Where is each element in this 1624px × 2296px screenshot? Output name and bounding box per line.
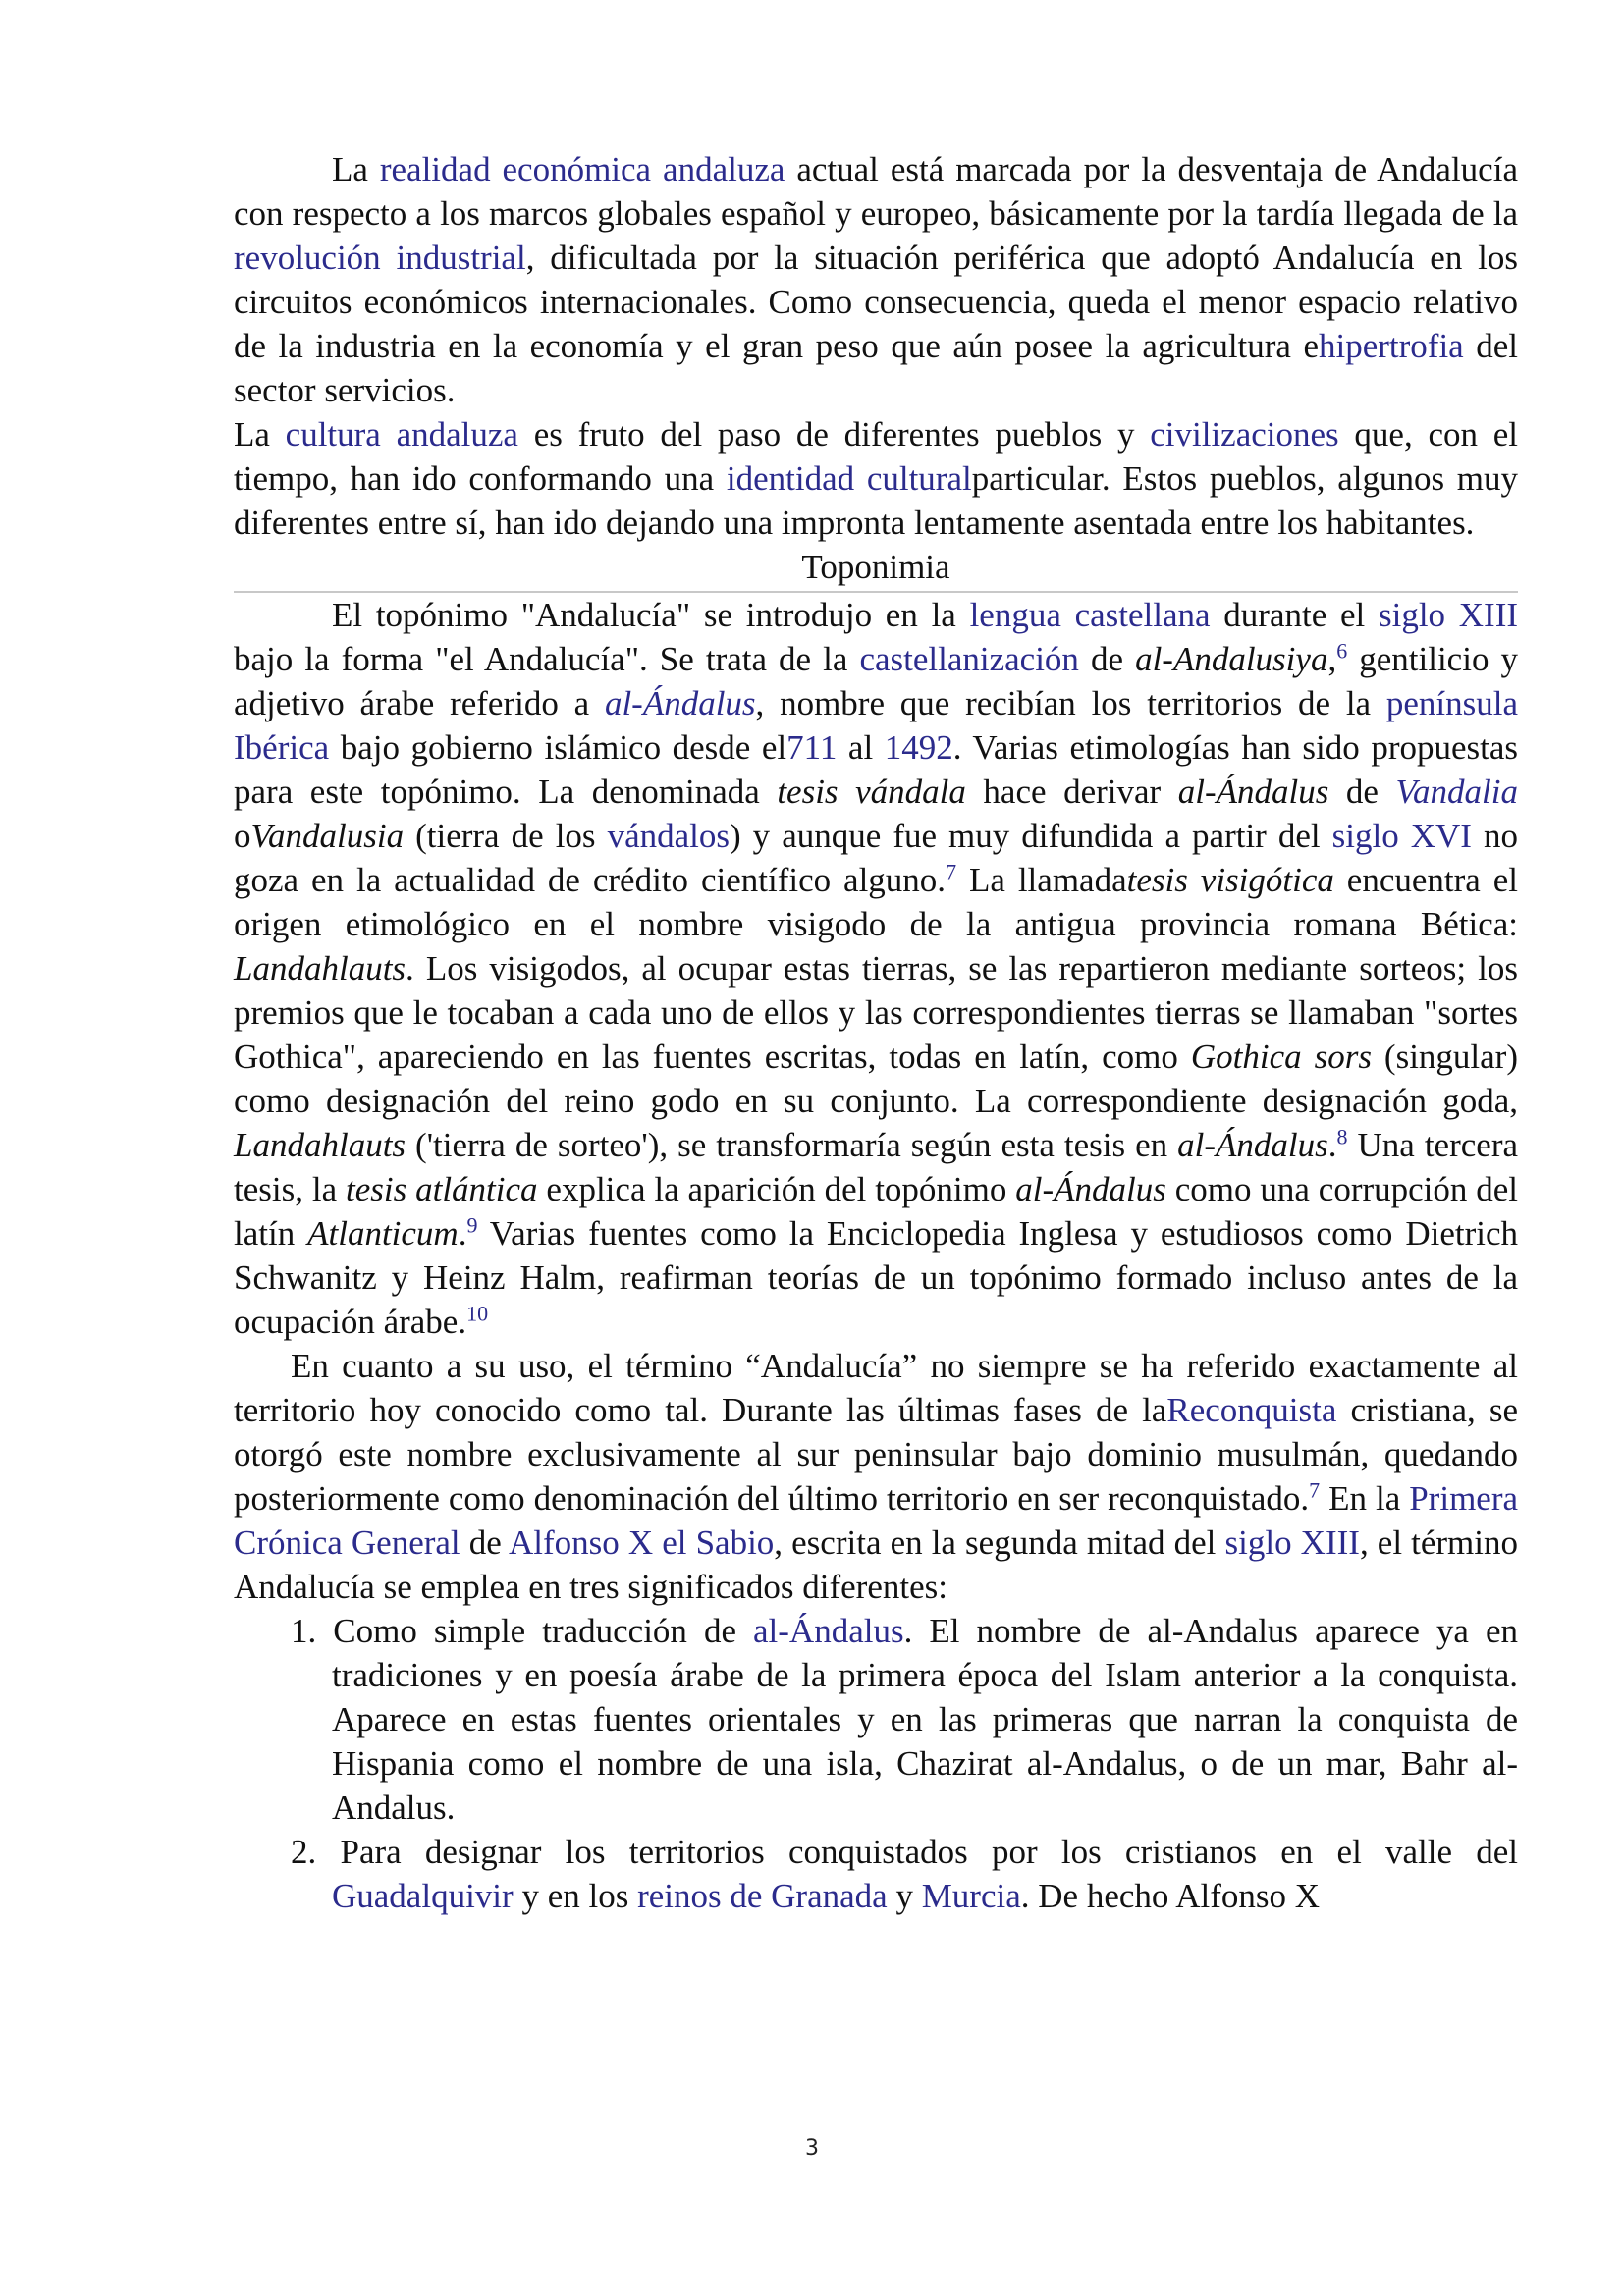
link-vandalia[interactable]: Vandalia bbox=[1395, 773, 1518, 811]
text: . bbox=[458, 1214, 467, 1253]
text: Varias fuentes como la Enciclopedia Inglesa y estudiosos como Dietrich Schwanitz y Heinz Halm, reafirman teorías de un topónimo formado incluso antes de la ocupación árabe. bbox=[234, 1214, 1518, 1341]
text: , dificultada por la situación periférica que adoptó Andalucía en los circuitos económicos internacionales. Como consecuencia, queda el menor espacio relativo de la industria en la economía y el gran peso que aún posee la agricultura e bbox=[234, 239, 1518, 365]
text: no goza en la actualidad de crédito científico alguno. bbox=[234, 817, 1518, 899]
paragraph-culture bbox=[234, 412, 1518, 545]
link-reconquista[interactable]: Reconquista bbox=[1166, 1391, 1337, 1429]
text: (tierra de los bbox=[404, 817, 608, 855]
text: particular. Estos pueblos, algunos muy diferentes entre sí, han ido dejando una impronta lentamente asentada entre los habitantes. bbox=[234, 459, 1519, 542]
text: bajo gobierno islámico desde el bbox=[329, 728, 787, 767]
link-reinos-de-granada[interactable]: reinos de Granada bbox=[637, 1877, 888, 1915]
text: es fruto del paso de diferentes pueblos y bbox=[517, 415, 1151, 454]
text: La llamada bbox=[956, 861, 1127, 899]
list-item bbox=[234, 1830, 1518, 1918]
meanings-list bbox=[234, 1609, 1518, 1918]
link-identidad-cultural[interactable]: identidad cultural bbox=[726, 459, 972, 498]
link-alfonso-x[interactable]: Alfonso X el Sabio bbox=[508, 1523, 775, 1562]
text: o bbox=[234, 817, 251, 855]
text: gentilicio y adjetivo árabe referido a bbox=[234, 640, 1518, 722]
italic-term: tesis vándala bbox=[777, 773, 966, 811]
link-realidad-economica[interactable]: realidad económica andaluza bbox=[379, 150, 785, 188]
list-number: 1. bbox=[291, 1612, 334, 1650]
link-primera-cronica-general[interactable]: Primera Crónica General bbox=[234, 1479, 1519, 1562]
italic-term: al-Ándalus bbox=[1177, 1126, 1328, 1164]
text: . bbox=[1327, 1126, 1337, 1164]
link-civilizaciones[interactable]: civilizaciones bbox=[1150, 415, 1339, 454]
text: bajo la forma "el Andalucía". Se trata de la bbox=[234, 640, 860, 678]
list-item bbox=[234, 1609, 1518, 1830]
link-al-andalus-2[interactable]: al-Ándalus bbox=[753, 1612, 904, 1650]
text: La bbox=[234, 415, 286, 454]
text: de bbox=[1078, 640, 1136, 678]
text: y en los bbox=[513, 1877, 638, 1915]
text: ('tierra de sorteo'), se transformaría según esta tesis en bbox=[406, 1126, 1178, 1164]
text: de bbox=[1328, 773, 1396, 811]
text: En la bbox=[1320, 1479, 1410, 1518]
paragraph-toponimia bbox=[234, 593, 1518, 1344]
link-murcia[interactable]: Murcia bbox=[921, 1877, 1021, 1915]
footnote-ref[interactable]: 8 bbox=[1336, 1124, 1348, 1149]
text: Una tercera tesis, la bbox=[234, 1126, 1519, 1208]
text: del sector servicios. bbox=[234, 327, 1518, 409]
page-number: 3 bbox=[805, 2136, 819, 2161]
footnote-ref[interactable]: 7 bbox=[946, 859, 957, 884]
italic-term: tesis visigótica bbox=[1126, 861, 1334, 899]
section-heading: Toponimia bbox=[801, 548, 950, 586]
link-lengua-castellana[interactable]: lengua castellana bbox=[969, 596, 1211, 634]
text: y bbox=[887, 1877, 922, 1915]
text: cristiana, se otorgó este nombre exclusivamente al sur peninsular bajo dominio musulmán, quedando posteriormente como denominación del último territorio en ser reconquistado. bbox=[234, 1391, 1518, 1518]
link-hipertrofia[interactable]: hipertrofia bbox=[1319, 327, 1464, 365]
text: , el término Andalucía se emplea en tres significados diferentes: bbox=[234, 1523, 1519, 1606]
text: que, con el tiempo, han ido conformando una bbox=[234, 415, 1518, 498]
link-1492[interactable]: 1492 bbox=[884, 728, 953, 767]
link-siglo-xiii-2[interactable]: siglo XIII bbox=[1224, 1523, 1360, 1562]
text: . De hecho Alfonso X bbox=[1020, 1877, 1321, 1915]
link-vandalusia[interactable]: Vandalusia bbox=[250, 817, 405, 855]
text: , nombre que recibían los territorios de la bbox=[755, 684, 1386, 722]
link-siglo-xvi[interactable]: siglo XVI bbox=[1331, 817, 1472, 855]
link-peninsula-iberica[interactable]: península Ibérica bbox=[234, 684, 1519, 767]
link-castellanizacion[interactable]: castellanización bbox=[859, 640, 1079, 678]
italic-term: tesis atlántica bbox=[346, 1170, 538, 1208]
text: , bbox=[1327, 640, 1337, 678]
text: El topónimo "Andalucía" se introdujo en la bbox=[332, 596, 970, 634]
italic-term: Gothica sors bbox=[1190, 1038, 1372, 1076]
text: Como simple traducción de bbox=[333, 1612, 754, 1650]
footnote-ref[interactable]: 9 bbox=[466, 1212, 478, 1238]
text: actual está marcada por la desventaja de Andalucía con respecto a los marcos globales español y europeo, básicamente por la tardía llegada de la bbox=[234, 150, 1518, 233]
footnote-ref[interactable]: 6 bbox=[1336, 638, 1348, 664]
link-cultura-andaluza[interactable]: cultura andaluza bbox=[285, 415, 518, 454]
text: ) y aunque fue muy difundida a partir del bbox=[730, 817, 1332, 855]
paragraph-economy bbox=[234, 147, 1518, 412]
page-body bbox=[234, 147, 1518, 1918]
text: durante el bbox=[1210, 596, 1379, 634]
text: En cuanto a su uso, el término “Andalucía” no siempre se ha referido exactamente al territorio hoy conocido como tal. Durante las últimas fases de la bbox=[234, 1347, 1518, 1429]
italic-term: al-Ándalus bbox=[1177, 773, 1329, 811]
italic-term: Landahlauts bbox=[234, 1126, 406, 1164]
paragraph-uso bbox=[234, 1344, 1518, 1609]
text: al bbox=[837, 728, 885, 767]
link-711[interactable]: 711 bbox=[786, 728, 838, 767]
italic-term: Atlanticum bbox=[307, 1214, 459, 1253]
footnote-ref[interactable]: 10 bbox=[466, 1301, 489, 1326]
text: hace derivar bbox=[965, 773, 1178, 811]
link-vandalos[interactable]: vándalos bbox=[607, 817, 730, 855]
link-al-andalus[interactable]: al-Ándalus bbox=[604, 684, 756, 722]
text: Para designar los territorios conquistados por los cristianos en el valle del bbox=[340, 1833, 1519, 1871]
text: La bbox=[332, 150, 380, 188]
text: de bbox=[460, 1523, 509, 1562]
text: (singular) como designación del reino godo en su conjunto. La correspondiente designación goda, bbox=[234, 1038, 1518, 1120]
text: como una corrupción del latín bbox=[234, 1170, 1519, 1253]
text: . El nombre de al-Andalus aparece ya en tradiciones y en poesía árabe de la primera época del Islam anterior a la conquista. Aparece en estas fuentes orientales y en las primeras que narran la conquista de Hispania como el nombre de una isla, Chazirat al-Andalus, o de un mar, Bahr al-Andalus. bbox=[332, 1612, 1519, 1827]
link-revolucion-industrial[interactable]: revolución industrial bbox=[234, 239, 526, 277]
text: . Los visigodos, al ocupar estas tierras, se las repartieron mediante sorteos; los premios que le tocaban a cada uno de ellos y las correspondientes tierras se llamaban "sortes Gothica", apareciendo en las fuentes escritas, todas en latín, como bbox=[234, 949, 1518, 1076]
text: . Varias etimologías han sido propuestas para este topónimo. La denominada bbox=[234, 728, 1519, 811]
text: , escrita en la segunda mitad del bbox=[774, 1523, 1225, 1562]
italic-term: al-Andalusiya bbox=[1135, 640, 1328, 678]
link-guadalquivir[interactable]: Guadalquivir bbox=[332, 1877, 514, 1915]
footnote-ref[interactable]: 7 bbox=[1309, 1477, 1321, 1503]
italic-term: Landahlauts bbox=[234, 949, 406, 988]
text: explica la aparición del topónimo bbox=[537, 1170, 1016, 1208]
list-number: 2. bbox=[291, 1833, 341, 1871]
text: encuentra el origen etimológico en el nombre visigodo de la antigua provincia romana Bética: bbox=[234, 861, 1519, 943]
italic-term: al-Ándalus bbox=[1015, 1170, 1166, 1208]
link-siglo-xiii[interactable]: siglo XIII bbox=[1378, 596, 1519, 634]
